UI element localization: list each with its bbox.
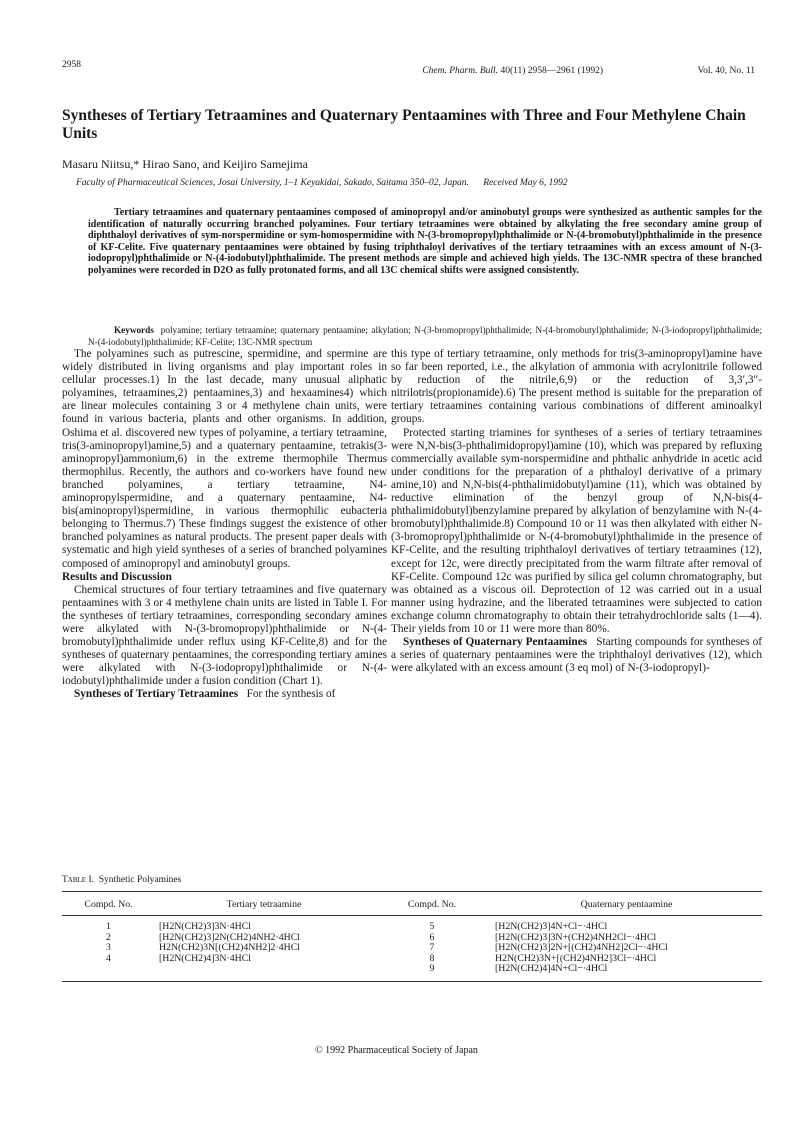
cell-formula: [H2N(CH2)4]4N+Cl−·4HCl [495,963,608,975]
left-column [62,348,387,702]
header-compd-no: Compd. No. [84,899,133,910]
table-header-row [62,892,762,916]
right-column [391,348,762,675]
header-tertiary: Tertiary tetraamine [226,899,302,910]
keywords-list: polyamine; tertiary tetraamine; quaternary pentaamine; alkylation; N-(3-bromopropyl)phthalimide; N-(4-bromobutyl)phthalimide; N-(3-iodopropyl)phthalimide; N-(4-iodobutyl)phthalimide; KF-Celite; 13C-NMR spectrum [88,325,763,347]
table-row [62,954,762,965]
tertiary-paragraph-cont: this type of tertiary tetraamine, only methods for tris(3-aminopropyl)amine have so far been reported, i.e., the alkylation of ammonia with acrylonitrile followed by reduction of the nitrile,6,9) or the reduction of 3,3′,3″-nitrilotris(propionamide).6) The present method is suitable for the preparation of tertiary tetraamines containing various combinations of different aminoalkyl groups. [391,348,762,426]
affiliation-line [76,178,766,188]
cell-compd: 9 [429,963,435,975]
header-quaternary: Quaternary pentaamine [580,899,673,910]
table-row [62,964,762,981]
quaternary-text: Starting compounds for syntheses of a series of quaternary pentaamines were the triphthaloyl derivatives (12), which were alkylated with an excess amount (3 eq mol) of N-(3-iodopropyl)- [391,636,762,675]
cell-compd: 6 [429,931,435,943]
table-caption-label: Table I. [62,875,94,885]
cell-compd: 8 [429,952,435,964]
tertiary-text-start: For the synthesis of [246,688,336,701]
table-caption [62,875,762,885]
section-heading: Results and Discussion [62,570,172,583]
results-paragraph: Chemical structures of four tertiary tetraamines and five quaternary pentaamines with 3 or 4 methylene chain units are listed in Table I. For the syntheses of tertiary tetraamines, corresponding secondary amines were alkylated with N-(3-bromopropyl)phthalimide or N-(4-bromobutyl)phthalimide under reflux using KF-Celite,8) and for the syntheses of quaternary pentaamines, the corresponding tertiary amines were alkylated with N-(3-iodopropyl)phthalimide or N-(4-iodobutyl)phthalimide under a fusion condition (Chart 1). [62,583,387,688]
table-row [62,916,762,933]
cell-compd: 4 [106,952,111,964]
cell-formula: [H2N(CH2)3]4N+Cl−·4HCl [495,921,608,932]
authors: Masaru Niitsu,* Hirao Sano, and Keijiro Samejima [62,157,308,171]
polyamine-table [62,891,762,981]
table-one [62,875,762,982]
affiliation: Faculty of Pharmaceutical Sciences, Josai University, 1–1 Keyakidai, Sakado, Saitama 350–02, Japan. [76,178,469,188]
subhead-quaternary: Syntheses of Quaternary Pentaamines [403,636,588,649]
cell-formula: H2N(CH2)3N[(CH2)4NH2]2·4HCl [159,942,300,954]
cell-compd: 7 [429,942,435,954]
cell-compd [62,964,155,981]
cell-formula: [H2N(CH2)4]3N·4HCl [159,952,251,964]
tertiary-paragraph-start [62,688,387,701]
table-bottom-rule [62,981,762,982]
copyright: © 1992 Pharmaceutical Society of Japan [315,1045,478,1056]
received-date: Received May 6, 1992 [483,178,568,188]
cell-formula: [H2N(CH2)3]2N(CH2)4NH2·4HCl [159,931,300,943]
volume-label: Vol. 40, No. 11 [697,66,755,76]
abstract: Tertiary tetraamines and quaternary pentaamines composed of aminopropyl and/or aminobutyl groups were synthesized as authentic samples for the identification of naturally occurring branched polyamines. Four tertiary tetraamines were obtained by alkylating the free secondary amine group of diphthaloyl derivatives of sym-norspermidine or sym-homospermidine with N-(3-bromopropyl)phthalimide or N-(4-bromobutyl)phthalimide in the presence of KF-Celite. Five quaternary pentaamines were obtained by fusing triphthaloyl derivatives of the tertiary tetraamines with an excess amount of N-(3-iodopropyl)phthalimide or N-(4-iodobutyl)phthalimide. The present methods are simple and achieved high yields. The 13C-NMR spectra of these branched polyamines were recorded in D2O as fully protonated forms, and all 13C chemical shifts were assigned consistently. [88,207,762,276]
cell-formula: [H2N(CH2)3]2N+[(CH2)4NH2]2Cl−·4HCl [495,942,668,954]
keywords [88,325,762,348]
starting-triamines-paragraph: Protected starting triamines for syntheses of a series of tertiary tetraamines were N,N-bis(3-phthalimidopropyl)amine (10), which was prepared by refluxing commercially available sym-norspermidine and phthalic anhydride in acetic acid under conditions for the preparation of a phthaloyl derivative of a primary amine,10) and N,N-bis(4-phthalimidobutyl)amine (11), which was obtained by reductive elimination of the benzyl group of N,N-bis(4-phthalimidobutyl)benzylamine prepared by alkylation of benzylamine with N-(4-bromobutyl)phthalimide.8) Compound 10 or 11 was then alkylated with either N-(3-bromopropyl)phthalimide or N-(4-bromobutyl)phthalimide in the presence of KF-Celite, and the resulting triphthaloyl derivatives of tertiary tetraamines (12), except for 12c, were directly precipitated from the warm filtrate after removal of KF-Celite. Compound 12c was purified by silica gel column chromatography, but was obtained as a viscous oil. Deprotection of 12 was carried out in a usual manner using hydrazine, and the liberated tetraamines were subjected to cation exchange column chromatography to obtain their tetrahydrochloride salts (1—4). Their yields from 10 or 11 were more than 80%. [391,426,762,635]
volume-issue: 40(11) 2958—2961 (1992) [500,66,603,76]
page-number: 2958 [62,60,81,70]
running-head [62,60,755,76]
keywords-label: Keywords [114,325,154,335]
quaternary-paragraph [391,636,762,675]
journal-name: Chem. Pharm. Bull. [422,66,499,76]
article-title: Syntheses of Tertiary Tetraamines and Quaternary Pentaamines with Three and Four Methylene Chain Units [62,107,746,142]
cell-formula: [H2N(CH2)3]3N·4HCl [159,921,251,932]
intro-paragraph: The polyamines such as putrescine, spermidine, and spermine are widely distributed in living organisms and play important roles in cellular processes.1) In the last decade, many unusual aliphatic polyamines, tetraamines,2) pentaamines,3) and hexaamines4) which are linear molecules containing 3 or 4 methylene chain units, were found in various bacteria, plants and other organisms. In addition, Oshima et al. discovered new types of polyamine, a tertiary tetraamine, tris(3-aminopropyl)amine,5) and a quaternary pentaamine, tetrakis(3-aminopropyl)ammonium,6) in the extreme thermophile Thermus thermophilus. Recently, the authors and co-workers have found new branched polyamines, a tertiary tetraamine, N4-aminopropylspermidine, and a quaternary pentaamine, N4-bis(aminopropyl)spermidine, in various thermophilic eubacteria belonging to Thermus.7) These findings suggest the existence of other branched polyamines as natural products. The present paper deals with systematic and high yield syntheses of a series of branched polyamines composed of aminopropyl and aminobutyl groups. [62,348,387,570]
header-compd-no: Compd. No. [407,899,457,910]
journal-citation [422,66,603,76]
cell-compd: 3 [106,942,111,954]
subhead-tertiary: Syntheses of Tertiary Tetraamines [74,688,239,701]
cell-formula: H2N(CH2)3N+[(CH2)4NH2]3Cl−·4HCl [495,952,657,964]
cell-formula [155,964,373,981]
cell-compd: 2 [106,931,111,943]
table-caption-text: Synthetic Polyamines [98,875,182,885]
cell-compd: 1 [106,921,111,932]
cell-compd: 5 [429,921,435,932]
cell-formula: [H2N(CH2)3]3N+(CH2)4NH2Cl−·4HCl [495,931,657,943]
